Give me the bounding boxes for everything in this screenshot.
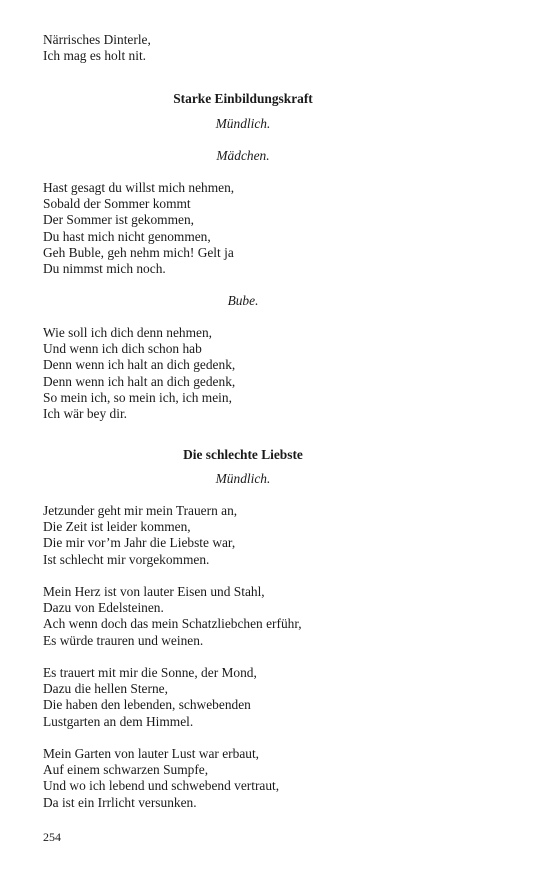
verse-line: Lustgarten an dem Himmel. [43, 713, 194, 729]
stanza [43, 665, 257, 730]
verse-line: So mein ich, so mein ich, ich mein, [43, 389, 232, 405]
verse-line: Der Sommer ist gekommen, [43, 212, 194, 228]
verse-line: Ich mag es holt nit. [43, 48, 147, 64]
poem-source: Mündlich. [215, 471, 271, 486]
verse-line: Närrisches Dinterle, [43, 32, 151, 47]
verse-line: Auf einem schwarzen Sumpfe, [43, 762, 209, 778]
verse-line: Ach wenn doch das mein Schatzliebchen erführ, [43, 616, 302, 632]
verse-line: Die mir vor’m Jahr die Liebste war, [43, 535, 236, 551]
verse-line: Wie soll ich dich denn nehmen, [43, 325, 213, 340]
poem-title: Starke Einbildungskraft [173, 91, 313, 106]
poem-source: Mündlich. [215, 116, 271, 131]
verse-line: Hast gesagt du willst mich nehmen, [43, 180, 235, 195]
stanza [43, 584, 302, 649]
verse-line: Denn wenn ich halt an dich gedenk, [43, 373, 236, 389]
verse-line: Ist schlecht mir vorgekommen. [43, 551, 210, 567]
verse-line: Und wenn ich dich schon hab [43, 341, 202, 357]
stanza [43, 503, 237, 568]
verse-line: Jetzunder geht mir mein Trauern an, [43, 503, 238, 518]
verse-line: Dazu die hellen Sterne, [43, 681, 168, 697]
verse-line: Und wo ich lebend und schwebend vertraut, [43, 778, 280, 794]
verse-line: Du nimmst mich noch. [43, 261, 166, 277]
intro-stanza [43, 32, 151, 64]
verse-line: Du hast mich nicht genommen, [43, 228, 211, 244]
stanza [43, 180, 234, 277]
verse-line: Denn wenn ich halt an dich gedenk, [43, 357, 236, 373]
verse-line: Die Zeit ist leider kommen, [43, 519, 191, 535]
verse-line: Da ist ein Irrlicht versunken. [43, 794, 197, 810]
stanza [43, 325, 235, 422]
speaker-label: Bube. [227, 293, 259, 308]
verse-line: Sobald der Sommer kommt [43, 196, 191, 212]
verse-line: Mein Herz ist von lauter Eisen und Stahl, [43, 584, 265, 599]
stanza [43, 746, 279, 811]
verse-line: Es trauert mit mir die Sonne, der Mond, [43, 665, 257, 680]
verse-line: Mein Garten von lauter Lust war erbaut, [43, 746, 260, 761]
speaker-label: Mädchen. [216, 148, 270, 163]
verse-line: Die haben den lebenden, schwebenden [43, 697, 251, 713]
verse-line: Es würde trauren und weinen. [43, 632, 204, 648]
verse-line: Ich wär bey dir. [43, 406, 128, 422]
verse-line: Dazu von Edelsteinen. [43, 600, 164, 616]
poem-title: Die schlechte Liebste [183, 447, 303, 462]
verse-line: Geh Buble, geh nehm mich! Gelt ja [43, 244, 234, 260]
page-number: 254 [43, 830, 61, 844]
